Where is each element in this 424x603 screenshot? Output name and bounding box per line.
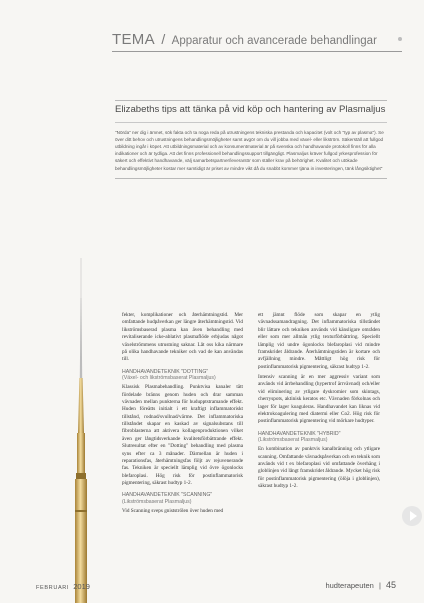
article-paragraph: Klassisk Plasmabehandling. Punktvisa kanaler tätt fördelade bränns genom huden och drar samman vävnaden mellan punkterna för hudupptstramande effekt. Huden föreätts initialt i ett kraftigt inflammatoriskt tillstånd, rodnad/svullnad/värme. Det inflammatoriska tillståndet skapar en kaskad av signalsubstans till fibroblasterna att aktivera kollagenproduktionen vilket även ger långtidsverkande kvalitetsförbättrande effekt. Slutresultat efter en "Dotting" behandling med plasma syns efter ca 3 månader. Därmellan är huden i reparationsfas, återhämtningsfas följt av rejuvenerande fas. Tekniken är speciellt lämplig vid övre ögonlocks blefaroplasi. Hög risk för postinflammatorisk pigmentering, säkrast hudtyp 1-2. <box>122 384 243 486</box>
technique-subtitle: (Växel- och likströmsbaserat Plasmaljus) <box>122 375 216 382</box>
tip-box <box>115 100 387 179</box>
footer-divider: | <box>378 581 381 590</box>
section-subtitle: Apparatur och avancerade behandlingar <box>171 35 377 47</box>
technique-heading-scanning <box>122 492 243 506</box>
page-number: 45 <box>385 580 396 590</box>
tip-box-title: Elizabeths tips att tänka på vid köp och hantering av Plasmaljus <box>115 104 386 115</box>
section-header <box>112 31 402 52</box>
tip-box-bottom-rule <box>115 178 387 179</box>
article-paragraph: En kombination av punktvis kanalbränning och ytligare scanning. Omfattande vävnadspåverkan och en teknik som används vid t ex blefaroplasi vid omfattande överhäng i globlinjen vid långt framskridet åldrande. Mycket hög risk för postinflammatorisk pigmentering (ölöja i globlinjen), säkrast hudtyp 1-2. <box>258 446 381 489</box>
technique-subtitle: (Likströmsbaserat Plasmaljus) <box>258 437 328 444</box>
arrow-right-icon[interactable] <box>402 506 422 526</box>
article-paragraph: Vid Scanning sveps gnistströlen över huden med <box>122 507 224 514</box>
footer-magazine: hudterapeuten <box>325 581 374 590</box>
section-label: TEMA <box>112 31 155 48</box>
plasma-pen-image <box>64 258 98 603</box>
article-paragraph: ett jämnt flöde som skapar en ytlig vävnadssamandragning. Det inflammatoriska tillståndet blir lättare och tekniken används vid känsligare områden eller som mer allmän ytlig texturförbättring. Speciellt lämplig vid undre ögonlocks blefaroplasi vid mindre framskridet åldrande. Återhämtningstiden är kortare och avfjällning mindre. Måttligt hög risk för postinflammatorisk pigmentering, säkrast hudtyp 1-2. <box>258 312 380 370</box>
article-paragraph: fekter, komplikationer och återhämtningstid. Mer omfattande hudpåverkan ger längre återhämtningstid. Vid likströmsbaserad plasma kan även behandling med revitaliserande icke-ablativt plasmaflöde erbjudas något växelströmmens utrustning saknar. Låt oss kika närmare på olika handhavande tekniker och vad de kan användas till. <box>122 312 243 363</box>
technique-title: HANDHAVANDETEKNIK "DOTTING" <box>122 368 209 375</box>
technique-subtitle: (Likströmsbaserat Plasmaljus) <box>122 499 192 506</box>
technique-heading-dotting <box>122 369 243 383</box>
header-dot-icon <box>398 37 402 41</box>
technique-title: HANDHAVANDETEKNIK "SCANNING" <box>122 492 213 499</box>
article-column-right <box>258 312 380 493</box>
footer-date <box>36 582 90 591</box>
article-paragraph: Intensiv scanning är en mer aggressiv variant som används vid ärrbehandling (hypertrof ärrvävnad) och/eller vid eliminering av ytligare dyskromier som skintags, cherryspots, aktinisk keratos etc. Vävnaden förkolnas och lager för lager koaguleras. Handhavandet kan liknas vid elektrokoagulering med diatermi eller Co2. Hög risk för postinflammatorisk pigmentering vid mörkare hudtyper. <box>258 374 380 425</box>
footer-year: 2019 <box>73 582 90 591</box>
tip-box-divider <box>115 122 387 123</box>
header-separator: / <box>161 31 166 47</box>
footer-month: FEBRUARI <box>36 585 70 591</box>
technique-heading-hybrid <box>258 431 380 445</box>
article-column-left <box>122 312 243 518</box>
footer-folio <box>325 580 396 590</box>
tip-box-text: "Nörda" ner dig i ämnet, sök fakta och ta noga reda på utrustningens tekniska prestanda och kapacitet (volt och "typ av plasma"). Se över ditt behov och utrustningens behandlingsmöjligheter samt avgör om du vill jobba med växel- eller likström. Säkerställ att fullgod utbildning ingår i köpet. Att utbildningsmaterial och av konsumentmaterial är på svenska och handhavande protokoll finns för alla indikationer och är tydliga. Att det finns professionell behandlingssupport tillgängligt. Plasmaljus kräver fullgod yrkesprofession för säkert och effektivt handhavande, välj samarbetspartner/leverantör som ställer krav på behörighet. Kvalitet och utökade behandlingsmöjligheter kostar mer samtidigt är priset av mindre vikt då du snabbt kommer tjäna in investeringen, tänk långsiktighet" <box>115 129 384 171</box>
technique-title: HANDHAVANDETEKNIK "HYBRID" <box>258 430 341 437</box>
